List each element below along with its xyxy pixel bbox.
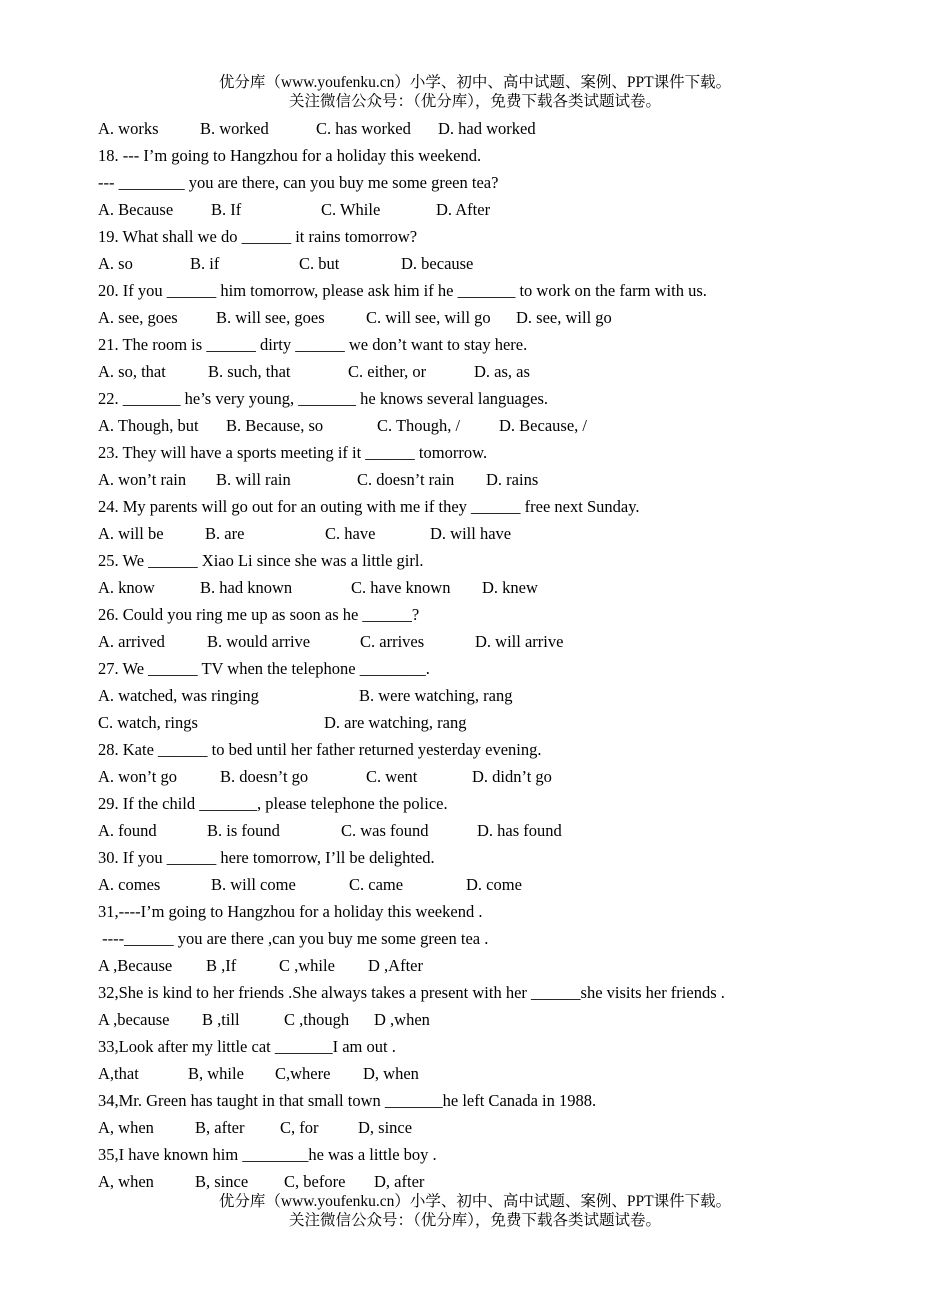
question-29: 29. If the child _______, please telephone the police. — [98, 794, 448, 813]
option-c: C ,though — [284, 1010, 350, 1029]
question-28: 28. Kate ______ to bed until her father returned yesterday evening. — [98, 740, 542, 759]
option-a: A. found — [98, 821, 157, 840]
option-b: B. had known — [200, 578, 293, 597]
option-a: A,that — [98, 1064, 139, 1083]
option-a: A. will be — [98, 524, 164, 543]
option-d: D. had worked — [438, 119, 536, 138]
question-19: 19. What shall we do ______ it rains tomorrow? — [98, 227, 418, 246]
option-d: D. because — [401, 254, 474, 273]
option-c: C. but — [299, 254, 340, 273]
option-d: D, when — [363, 1064, 419, 1083]
option-b: B, while — [188, 1064, 244, 1083]
question-24: 24. My parents will go out for an outing with me if they ______ free next Sunday. — [98, 497, 640, 516]
option-a: A. see, goes — [98, 308, 178, 327]
option-a: A ,because — [98, 1010, 170, 1029]
question-22: 22. _______ he’s very young, _______ he knows several languages. — [98, 389, 549, 408]
option-d: D, since — [358, 1118, 413, 1137]
option-a: A, when — [98, 1172, 154, 1191]
option-c: C. either, or — [348, 362, 427, 381]
page-footer — [0, 1192, 950, 1230]
question-32: 32,She is kind to her friends .She always takes a present with her ______she visits her friends . — [98, 983, 725, 1002]
question-34: 34,Mr. Green has taught in that small town _______he left Canada in 1988. — [98, 1091, 597, 1110]
option-a: A, when — [98, 1118, 154, 1137]
option-a: A ,Because — [98, 956, 173, 975]
option-a: A. works — [98, 119, 159, 138]
option-c: C,where — [275, 1064, 331, 1083]
option-c: C. arrives — [360, 632, 425, 651]
option-c: C. will see, will go — [366, 308, 491, 327]
option-c: C. came — [349, 875, 404, 894]
option-c: C, for — [280, 1118, 319, 1137]
question-21: 21. The room is ______ dirty ______ we don’t want to stay here. — [98, 335, 528, 354]
option-d: D. didn’t go — [472, 767, 552, 786]
question-26: 26. Could you ring me up as soon as he ______? — [98, 605, 420, 624]
question-18-line2: --- ________ you are there, can you buy me some green tea? — [98, 173, 499, 192]
option-b: B. will rain — [216, 470, 291, 489]
option-d: D. see, will go — [516, 308, 612, 327]
option-d: D. After — [436, 200, 491, 219]
option-b: B. Because, so — [226, 416, 324, 435]
option-d: D ,when — [374, 1010, 430, 1029]
option-c: C. While — [321, 200, 381, 219]
option-b: B, since — [195, 1172, 249, 1191]
option-b: B. will come — [211, 875, 296, 894]
option-a: A. watched, was ringing — [98, 686, 259, 705]
option-a: A. know — [98, 578, 155, 597]
option-a: A. won’t rain — [98, 470, 187, 489]
option-b: B. are — [205, 524, 245, 543]
option-c: C. was found — [341, 821, 429, 840]
question-31: 31,----I’m going to Hangzhou for a holiday this weekend . — [98, 902, 483, 921]
option-d: D. come — [466, 875, 522, 894]
option-c: C. has worked — [316, 119, 411, 138]
option-d: D. will have — [430, 524, 512, 543]
page-header — [0, 73, 950, 111]
option-c: C, before — [284, 1172, 346, 1191]
option-a: A. arrived — [98, 632, 165, 651]
option-d: D. rains — [486, 470, 539, 489]
option-b: B, after — [195, 1118, 245, 1137]
question-23: 23. They will have a sports meeting if it ______ tomorrow. — [98, 443, 488, 462]
question-31-line2: ----______ you are there ,can you buy me some green tea . — [98, 929, 489, 948]
option-d: D. knew — [482, 578, 538, 597]
option-d: D. will arrive — [475, 632, 564, 651]
option-d: D. are watching, rang — [324, 713, 467, 732]
option-d: D, after — [374, 1172, 425, 1191]
option-a: A. comes — [98, 875, 161, 894]
option-d: D. Because, / — [499, 416, 587, 435]
question-25: 25. We ______ Xiao Li since she was a little girl. — [98, 551, 424, 570]
option-c: C. Though, / — [377, 416, 461, 435]
option-b: B. such, that — [208, 362, 291, 381]
option-a: A. so — [98, 254, 133, 273]
option-a: A. so, that — [98, 362, 166, 381]
option-c: C. went — [366, 767, 418, 786]
question-27: 27. We ______ TV when the telephone ________. — [98, 659, 430, 678]
option-c: C. have known — [351, 578, 451, 597]
option-a: A. won’t go — [98, 767, 177, 786]
option-b: B. is found — [207, 821, 280, 840]
option-d: D. as, as — [474, 362, 530, 381]
option-c: C. watch, rings — [98, 713, 198, 732]
question-33: 33,Look after my little cat _______I am out . — [98, 1037, 396, 1056]
question-30: 30. If you ______ here tomorrow, I’ll be delighted. — [98, 848, 435, 867]
option-a: A. Though, but — [98, 416, 199, 435]
footer-line-2: 关注微信公众号：（优分库），免费下载各类试题试卷。 — [288, 1212, 661, 1229]
option-d: D. has found — [477, 821, 562, 840]
question-18: 18. --- I’m going to Hangzhou for a holiday this weekend. — [98, 146, 482, 165]
option-b: B. If — [211, 200, 242, 219]
option-c: C. have — [325, 524, 376, 543]
option-b: B. if — [190, 254, 220, 273]
option-b: B. would arrive — [207, 632, 311, 651]
header-line-2: 关注微信公众号：（优分库），免费下载各类试题试卷。 — [288, 93, 661, 110]
option-b: B. were watching, rang — [359, 686, 513, 705]
option-b: B. doesn’t go — [220, 767, 309, 786]
header-line-1: 优分库（www.youfenku.cn）小学、初中、高中试题、案例、PPT课件下载。 — [218, 74, 732, 91]
option-b: B. will see, goes — [216, 308, 325, 327]
option-d: D ,After — [368, 956, 423, 975]
option-b: B. worked — [200, 119, 269, 138]
option-a: A. Because — [98, 200, 174, 219]
footer-line-1: 优分库（www.youfenku.cn）小学、初中、高中试题、案例、PPT课件下载。 — [218, 1193, 732, 1210]
option-c: C. doesn’t rain — [357, 470, 455, 489]
option-b: B ,If — [206, 956, 237, 975]
question-35: 35,I have known him ________he was a little boy . — [98, 1145, 437, 1164]
option-b: B ,till — [202, 1010, 240, 1029]
option-c: C ,while — [279, 956, 335, 975]
question-20: 20. If you ______ him tomorrow, please ask him if he _______ to work on the farm with us. — [98, 281, 707, 300]
